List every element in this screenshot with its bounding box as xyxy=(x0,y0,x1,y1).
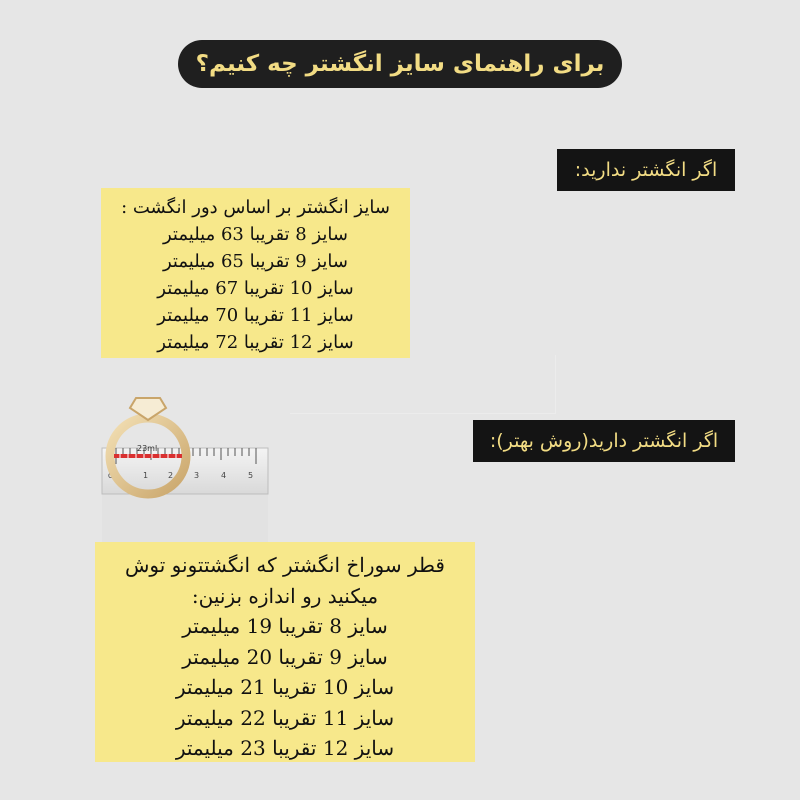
diameter-size-9: سایز 9 تقریبا 20 میلیمتر xyxy=(182,644,388,669)
measure-label: 23ml xyxy=(137,444,158,453)
ruler-shadow xyxy=(102,494,268,542)
divider xyxy=(290,355,556,414)
ruler-number-5: 5 xyxy=(248,471,254,480)
diameter-heading-line1: قطر سوراخ انگشتر که انگشتتونو توش xyxy=(125,553,445,577)
ruler-number-4: 4 xyxy=(221,471,227,480)
diameter-size-10: سایز 10 تقریبا 21 میلیمتر xyxy=(175,675,395,699)
page-title-text: برای راهنمای سایز انگشتر چه کنیم؟ xyxy=(195,51,605,77)
ruler-number-2: 2 xyxy=(168,471,174,480)
ruler-number-1: 1 xyxy=(143,471,149,480)
circumference-size-8: سایز 8 تقریبا 63 میلیمتر xyxy=(163,224,348,245)
has-ring-label-text: اگر انگشتر دارید(روش بهتر): xyxy=(489,430,719,452)
circumference-heading: سایز انگشتر بر اساس دور انگشت : xyxy=(121,197,390,218)
circumference-size-box xyxy=(101,188,410,358)
ruler-unit-label: CM xyxy=(108,472,119,480)
circumference-size-10: سایز 10 تقریبا 67 میلیمتر xyxy=(157,278,354,299)
no-ring-label-text: اگر انگشتر ندارید: xyxy=(574,159,718,181)
diameter-size-box xyxy=(95,542,475,762)
ring-ruler-illustration xyxy=(96,390,276,542)
diameter-size-12: سایز 12 تقریبا 23 میلیمتر xyxy=(175,736,395,760)
circumference-size-11: سایز 11 تقریبا 70 میلیمتر xyxy=(157,305,354,326)
circumference-size-9: سایز 9 تقریبا 65 میلیمتر xyxy=(163,251,348,272)
diameter-heading-line2: میکنید رو اندازه بزنین: xyxy=(191,583,379,608)
circumference-size-12: سایز 12 تقریبا 72 میلیمتر xyxy=(157,332,354,353)
diameter-size-11: سایز 11 تقریبا 22 میلیمتر xyxy=(175,705,395,730)
has-ring-label xyxy=(473,420,735,462)
no-ring-label xyxy=(557,149,735,191)
diameter-size-8: سایز 8 تقریبا 19 میلیمتر xyxy=(182,614,388,638)
page-title xyxy=(178,40,622,88)
ruler-number-3: 3 xyxy=(194,471,200,480)
